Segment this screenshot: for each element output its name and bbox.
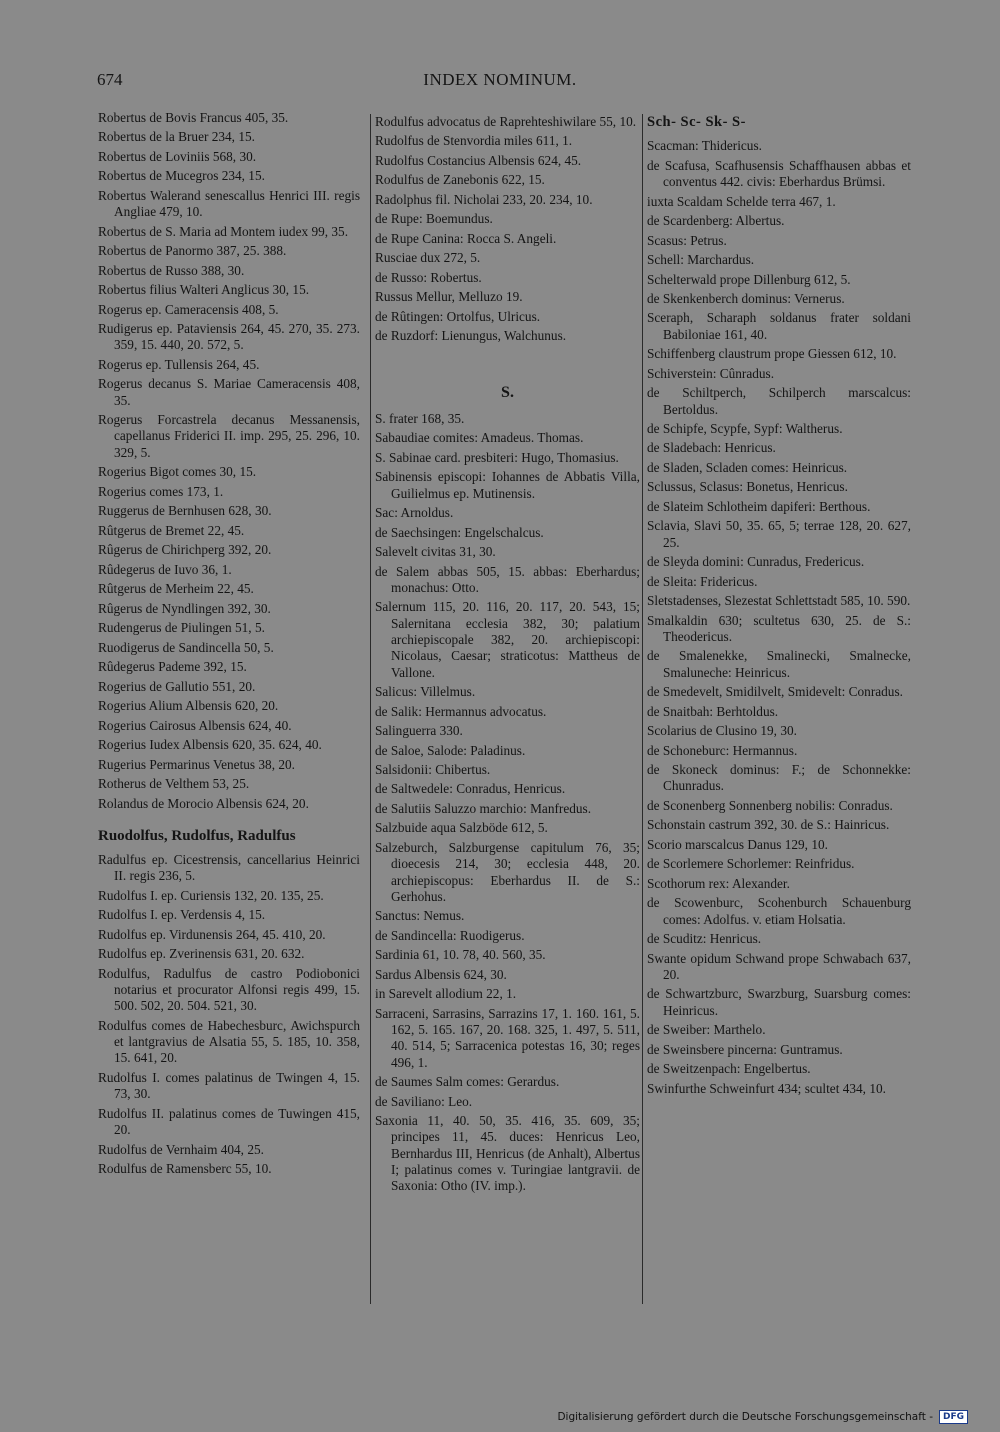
index-entry: de Saechsingen: Engelschalcus. xyxy=(375,524,544,540)
index-entry: Rudolfus de Stenvordia miles 611, 1. xyxy=(375,133,573,149)
index-entry: Sabaudiae comites: Amadeus. Thomas. xyxy=(375,430,584,446)
index-entry: Rodulfus comes de Habechesburc, Awichspurch et lantgravius de Alsatia 55, 5. 185, 10. 358, 15. 641, 20. xyxy=(98,1017,360,1066)
index-entry: de Schiltperch, Schilperch marscalcus: Bertoldus. xyxy=(647,385,911,417)
index-entry: de Sladen, Scladen comes: Heinricus. xyxy=(647,459,848,475)
index-entry: Rûgerus de Nyndlingen 392, 30. xyxy=(98,600,271,616)
index-entry: Sardinia 61, 10. 78, 40. 560, 35. xyxy=(375,947,546,963)
index-entry: Robertus de Bovis Francus 405, 35. xyxy=(98,110,289,125)
index-entry: Rogerus decanus S. Mariae Cameracensis 408, 35. xyxy=(98,376,360,408)
index-entry: Rugerius Permarinus Venetus 38, 20. xyxy=(98,756,295,772)
index-entry: Schelterwald prope Dillenburg 612, 5. xyxy=(647,271,851,287)
index-entry: de Sweitzenpach: Engelbertus. xyxy=(647,1061,811,1077)
index-entry: de Skoneck dominus: F.; de Schonnekke: Chunradus. xyxy=(647,762,911,794)
index-entry: Saxonia 11, 40. 50, 35. 416, 35. 609, 35; principes 11, 45. duces: Henricus Leo, Bernhardus III, Henricus (de Anhalt), Albertus I; palatinus comes v. Turingiae lantgravii. de Saxonia: Otho (IV. imp.). xyxy=(375,1113,640,1194)
index-entry: de Rupe: Boemundus. xyxy=(375,211,493,227)
index-entry: Rogerus Forcastrela decanus Messanensis, capellanus Friderici II. imp. 295, 25. 296, 10. 329, 5. xyxy=(98,412,360,460)
index-entry: Scolarius de Clusino 19, 30. xyxy=(647,723,797,739)
index-entry: Rûtgerus de Merheim 22, 45. xyxy=(98,581,254,597)
index-entry: Sac: Arnoldus. xyxy=(375,505,454,521)
index-entry: Ruggerus de Bernhusen 628, 30. xyxy=(98,503,272,519)
index-entry: Sabinensis episcopi: Iohannes de Abbatis Villa, Guilielmus ep. Mutinensis. xyxy=(375,469,640,501)
index-entry: Rudolfus II. palatinus comes de Tuwingen 415, 20. xyxy=(98,1105,360,1138)
index-entry: Robertus de Panormo 387, 25. 388. xyxy=(98,243,287,259)
index-entry: Rudolfus I. comes palatinus de Twingen 4, 15. 73, 30. xyxy=(98,1069,360,1102)
index-entry: Robertus Walerand senescallus Henrici III. regis Angliae 479, 10. xyxy=(98,187,360,220)
index-entry: de Sleyda domini: Cunradus, Fredericus. xyxy=(647,554,865,570)
index-entry: de Sconenberg Sonnenberg nobilis: Conradus. xyxy=(647,797,893,813)
index-entry: de Skenkenberch dominus: Vernerus. xyxy=(647,290,845,306)
index-entry: Smalkaldin 630; scultetus 630, 25. de S.: Theodericus. xyxy=(647,612,911,644)
index-entry: Schell: Marchardus. xyxy=(647,252,755,268)
index-entry: Sardus Albensis 624, 30. xyxy=(375,966,507,982)
index-entry: de Sweiber: Marthelo. xyxy=(647,1022,766,1038)
index-entry: Rodulfus, Radulfus de castro Podiobonici notarius et procurator Alfonsi regis 499, 15. 500. 502, 20. 504. 521, 30. xyxy=(98,965,360,1014)
index-entry: Radulfus ep. Cicestrensis, cancellarius Heinrici II. regis 236, 5. xyxy=(98,852,360,884)
index-entry: de Saloe, Salode: Paladinus. xyxy=(375,742,526,758)
index-column-2 xyxy=(370,114,640,1304)
index-entry: Scorio marscalcus Danus 129, 10. xyxy=(647,836,828,852)
index-entry: Rotherus de Velthem 53, 25. xyxy=(98,776,250,792)
index-column-1 xyxy=(98,110,360,1181)
index-entry: de Salutiis Saluzzo marchio: Manfredus. xyxy=(375,800,592,816)
index-entry: Salsidonii: Chibertus. xyxy=(375,762,491,777)
section-heading: Ruodolfus, Rudolfus, Radulfus xyxy=(98,827,296,844)
index-entry: Rodulfus advocatus de Raprehteshiwilare 55, 10. xyxy=(375,114,637,129)
index-entry: de Schoneburc: Hermannus. xyxy=(647,742,798,758)
index-entry: de Rûtingen: Ortolfus, Ulricus. xyxy=(375,308,541,324)
index-entry: de Salik: Hermannus advocatus. xyxy=(375,703,547,719)
index-entry: Robertus de Mucegros 234, 15. xyxy=(98,168,265,184)
index-entry: Salernum 115, 20. 116, 20. 117, 20. 543, 15; Salernitana ecclesia 382, 30; palatium archiepiscopale 382, 20. archiepiscopi: Nicolaus, Caesar; straticotus: Mattheus de Vallone. xyxy=(375,599,640,680)
index-entry: Salevelt civitas 31, 30. xyxy=(375,544,496,560)
index-entry: Radolphus fil. Nicholai 233, 20. 234, 10. xyxy=(375,191,593,207)
index-entry: Swinfurthe Schweinfurt 434; scultet 434, 10. xyxy=(647,1080,886,1096)
index-entry: Salinguerra 330. xyxy=(375,723,463,739)
index-entry: Swante opidum Schwand prope Schwabach 637, 20. xyxy=(647,950,911,982)
index-entry: de Snaitbah: Berhtoldus. xyxy=(647,703,779,719)
index-entry: de Scowenburc, Scohenburch Schauenburg comes: Adolfus. v. etiam Holsatia. xyxy=(647,895,911,927)
index-entry: de Smalenekke, Smalinecki, Smalnecke, Smaluneche: Heinricus. xyxy=(647,648,911,680)
page-number: 674 xyxy=(97,70,123,89)
index-entry: Sletstadenses, Slezestat Schlettstadt 585, 10. 590. xyxy=(647,593,911,609)
index-entry: de Smedevelt, Smidilvelt, Smidevelt: Conradus. xyxy=(647,684,903,700)
index-entry: Rudolfus I. ep. Verdensis 4, 15. xyxy=(98,907,266,923)
index-entry: Rudolfus de Vernhaim 404, 25. xyxy=(98,1141,264,1157)
index-entry: Sclussus, Sclasus: Bonetus, Henricus. xyxy=(647,479,848,495)
index-entry: Rudolfus I. ep. Curiensis 132, 20. 135, 25. xyxy=(98,887,324,903)
index-entry: Salicus: Villelmus. xyxy=(375,684,476,700)
running-head: INDEX NOMINUM. xyxy=(423,70,577,89)
index-column-3 xyxy=(642,114,911,1304)
index-entry: de Salem abbas 505, 15. abbas: Eberhardus; monachus: Otto. xyxy=(375,563,640,595)
index-entry: S. Sabinae card. presbiteri: Hugo, Thomasius. xyxy=(375,449,619,465)
index-entry: Robertus filius Walteri Anglicus 30, 15. xyxy=(98,282,310,298)
index-entry: Sceraph, Scharaph soldanus frater soldani Babiloniae 161, 40. xyxy=(647,310,911,342)
index-entry: de Ruzdorf: Lienungus, Walchunus. xyxy=(375,328,567,344)
index-entry: Rudolfus ep. Virdunensis 264, 45. 410, 20. xyxy=(98,926,326,942)
index-entry: de Scuditz: Henricus. xyxy=(647,931,762,947)
index-entry: Scasus: Petrus. xyxy=(647,232,727,248)
index-entry: de Slateim Schlotheim dapiferi: Berthous. xyxy=(647,498,871,514)
index-entry: S. frater 168, 35. xyxy=(375,410,465,426)
index-entry: Robertus de Loviniis 568, 30. xyxy=(98,148,257,164)
index-entry: Rûdegerus Pademe 392, 15. xyxy=(98,659,247,675)
index-entry: Sclavia, Slavi 50, 35. 65, 5; terrae 128, 20. 627, 25. xyxy=(647,518,911,550)
index-entry: de Saltwedele: Conradus, Henricus. xyxy=(375,781,566,797)
dfg-logo: DFG xyxy=(939,1410,968,1424)
index-entry: Rudigerus ep. Pataviensis 264, 45. 270, 35. 273. 359, 15. 440, 20. 572, 5. xyxy=(98,321,360,353)
index-entry: de Rupe Canina: Rocca S. Angeli. xyxy=(375,230,557,246)
letter-heading: S. xyxy=(501,383,514,401)
index-entry: Ruodigerus de Sandincella 50, 5. xyxy=(98,639,274,655)
index-entry: Rogerus ep. Tullensis 264, 45. xyxy=(98,356,260,372)
index-entry: de Saviliano: Leo. xyxy=(375,1093,473,1109)
index-entry: Rogerius Bigot comes 30, 15. xyxy=(98,464,257,480)
index-entry: de Sweinsbere pincerna: Guntramus. xyxy=(647,1041,843,1057)
index-entry: de Schwartzburc, Swarzburg, Suarsburg comes: Heinricus. xyxy=(647,986,911,1018)
index-entry: Salzbuide aqua Salzböde 612, 5. xyxy=(375,820,548,836)
index-entry: Schonstain castrum 392, 30. de S.: Hainricus. xyxy=(647,817,890,833)
footer xyxy=(557,1410,968,1424)
index-entry: de Scardenberg: Albertus. xyxy=(647,213,785,229)
index-entry: Russus Mellur, Melluzo 19. xyxy=(375,289,523,305)
index-entry: Rogerius Iudex Albensis 620, 35. 624, 40. xyxy=(98,737,322,753)
index-entry: Rudolfus Costancius Albensis 624, 45. xyxy=(375,152,582,168)
index-entry: Rodulfus de Zanebonis 622, 15. xyxy=(375,172,545,188)
index-entry: de Russo: Robertus. xyxy=(375,269,482,285)
index-entry: de Sandincella: Ruodigerus. xyxy=(375,927,525,943)
index-entry: Sarraceni, Sarrasins, Sarrazins 17, 1. 160. 161, 5. 162, 5. 165. 167, 20. 168. 325, 1. 497, 5. 511, 40. 514, 5; Sarracenica potestas 16, 30; reges 496, 1. xyxy=(375,1005,640,1070)
index-entry: iuxta Scaldam Schelde terra 467, 1. xyxy=(647,193,836,209)
index-entry: Scacman: Thidericus. xyxy=(647,138,762,154)
index-entry: in Sarevelt allodium 22, 1. xyxy=(375,986,517,1002)
index-entry: Schiffenberg claustrum prope Giessen 612, 10. xyxy=(647,346,897,362)
index-entry: Rogerius de Gallutio 551, 20. xyxy=(98,678,256,694)
index-entry: Rusciae dux 272, 5. xyxy=(375,250,481,266)
index-entry: de Scorlemere Schorlemer: Reinfridus. xyxy=(647,856,855,872)
index-entry: Rûtgerus de Bremet 22, 45. xyxy=(98,522,245,538)
index-entry: Schiverstein: Cûnradus. xyxy=(647,365,775,381)
index-entry: Scothorum rex: Alexander. xyxy=(647,875,790,891)
index-entry: Rudolfus ep. Zverinensis 631, 20. 632. xyxy=(98,946,305,962)
section-heading: Sch- Sc- Sk- S- xyxy=(647,114,746,130)
index-entry: de Sleita: Fridericus. xyxy=(647,573,758,589)
footer-credit: Digitalisierung gefördert durch die Deutsche Forschungsgemeinschaft - xyxy=(557,1411,933,1423)
index-entry: Robertus de Russo 388, 30. xyxy=(98,262,245,278)
index-entry: Rudengerus de Piulingen 51, 5. xyxy=(98,620,265,636)
index-entry: Rogerius Alium Albensis 620, 20. xyxy=(98,698,279,714)
index-entry: Rolandus de Morocio Albensis 624, 20. xyxy=(98,795,309,811)
index-entry: de Saumes Salm comes: Gerardus. xyxy=(375,1074,560,1090)
index-entry: Sanctus: Nemus. xyxy=(375,908,465,924)
index-entry: Robertus de la Bruer 234, 15. xyxy=(98,129,255,145)
index-entry: Rûgerus de Chirichperg 392, 20. xyxy=(98,542,272,558)
index-entry: de Schipfe, Scypfe, Sypf: Waltherus. xyxy=(647,421,843,436)
index-entry: de Sladebach: Henricus. xyxy=(647,440,776,456)
index-entry: Salzeburch, Salzburgense capitulum 76, 35; dioecesis 214, 30; ecclesia 448, 20. archiepiscopus: Eberhardus II. de S.: Gerhohus. xyxy=(375,839,640,904)
index-entry: Robertus de S. Maria ad Montem iudex 99, 35. xyxy=(98,223,349,239)
index-entry: Rodulfus de Ramensberc 55, 10. xyxy=(98,1161,272,1177)
index-entry: Rogerius comes 173, 1. xyxy=(98,483,224,499)
index-entry: Rogerius Cairosus Albensis 624, 40. xyxy=(98,717,292,733)
index-entry: Rûdegerus de Iuvo 36, 1. xyxy=(98,561,232,577)
index-entry: de Scafusa, Scafhusensis Schaffhausen abbas et conventus 442. civis: Eberhardus Brümsi. xyxy=(647,157,911,190)
index-entry: Rogerus ep. Cameracensis 408, 5. xyxy=(98,301,279,317)
